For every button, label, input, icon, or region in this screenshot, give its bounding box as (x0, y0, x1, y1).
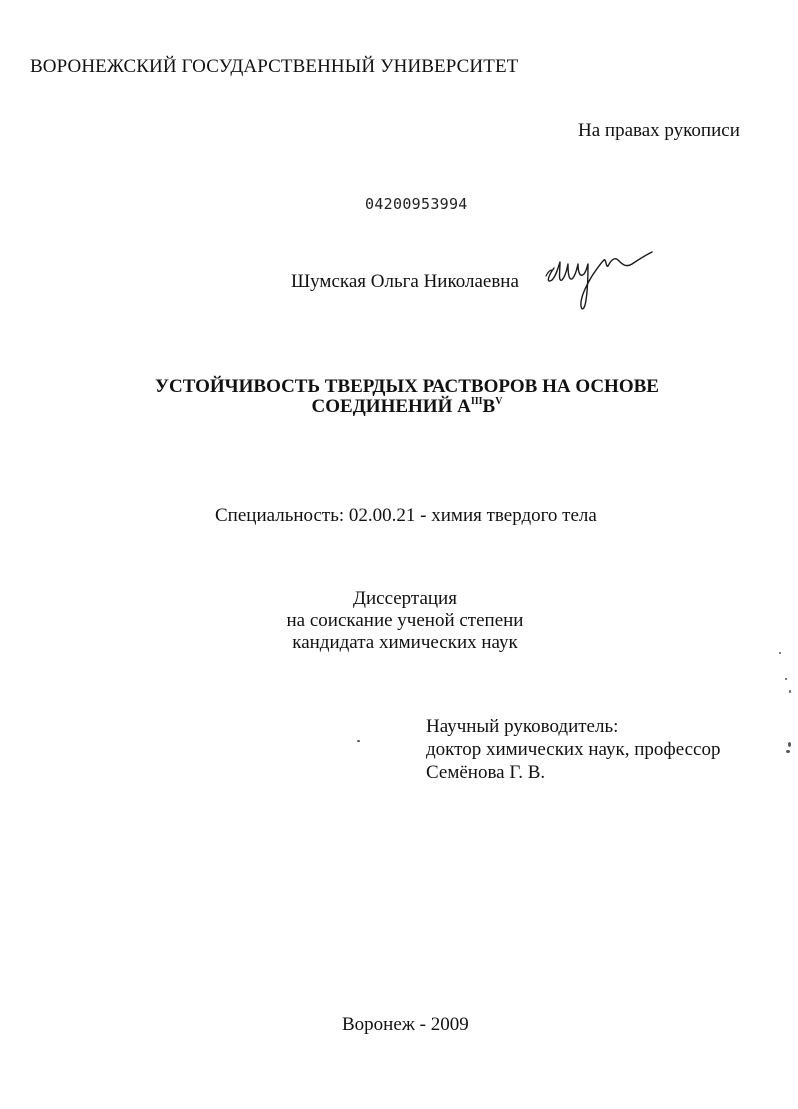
thesis-title-line-2 (8, 396, 798, 418)
dissertation-label: Диссертация (353, 588, 457, 609)
university-name: ВОРОНЕЖСКИЙ ГОСУДАРСТВЕННЫЙ УНИВЕРСИТЕТ (30, 56, 519, 77)
author-name: Шумская Ольга Николаевна (291, 271, 519, 292)
thesis-title-line-1: УСТОЙЧИВОСТЬ ТВЕРДЫХ РАСТВОРОВ НА ОСНОВЕ (155, 376, 659, 397)
scan-speck (786, 750, 790, 753)
scan-speck (779, 652, 781, 654)
title-line2-mid: В (482, 396, 496, 417)
advisor-label: Научный руководитель: (426, 716, 619, 737)
manuscript-rights-note: На правах рукописи (578, 120, 740, 141)
scan-speck (357, 740, 360, 742)
superscript-iii: III (470, 396, 483, 407)
specialty-line: Специальность: 02.00.21 - химия твердого тела (215, 505, 597, 526)
title-line2-prefix: СОЕДИНЕНИЙ А (311, 396, 471, 417)
dissertation-degree-line: на соискание ученой степени (286, 610, 524, 631)
advisor-degree: доктор химических наук, профессор (426, 739, 721, 760)
archive-number: 04200953994 (365, 195, 468, 213)
advisor-name: Семёнова Г. В. (426, 762, 546, 783)
city-year: Воронеж - 2009 (342, 1014, 469, 1035)
handwritten-signature (540, 246, 655, 316)
scan-speck (789, 690, 791, 693)
scan-speck (785, 678, 787, 680)
scan-speck (788, 742, 791, 747)
superscript-v: V (495, 396, 503, 407)
dissertation-field-line: кандидата химических наук (292, 632, 518, 653)
